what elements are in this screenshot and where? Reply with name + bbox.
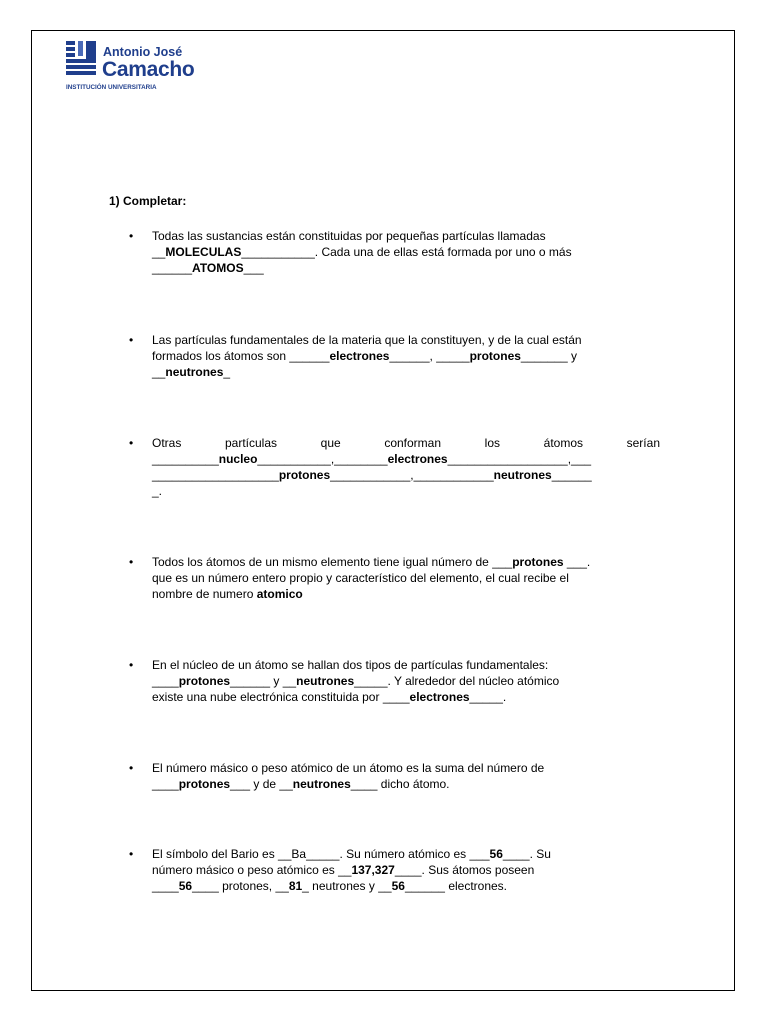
answer-text: neutrones: [292, 777, 351, 791]
question-line: [152, 332, 660, 348]
answer-text: 81: [288, 879, 303, 893]
question-text: __________________,___: [447, 452, 592, 466]
question-q5: [129, 657, 660, 705]
bullet-icon: •: [129, 436, 134, 450]
answer-text: neutrones: [296, 674, 355, 688]
answer-text: protones: [178, 674, 231, 688]
question-q2: [129, 332, 660, 380]
question-line: [152, 776, 660, 792]
bullet-icon: •: [129, 847, 134, 861]
question-text: ___________. Cada una de ellas está formada por uno o más: [241, 245, 572, 259]
question-line: [152, 878, 660, 894]
logo-name-line1: Antonio José: [103, 45, 183, 59]
question-text: ___________________: [152, 468, 279, 482]
answer-text: neutrones: [165, 365, 224, 379]
question-text: ____________,____________: [330, 468, 494, 482]
question-q6: [129, 760, 660, 792]
question-text: ______ y __: [230, 674, 297, 688]
bullet-icon: •: [129, 555, 134, 569]
question-line: [152, 260, 660, 276]
question-text: que es un número entero propio y característico del elemento, el cual recibe el: [152, 571, 569, 585]
bullet-icon: •: [129, 658, 134, 672]
question-text: El símbolo del Bario es __Ba_____. Su número atómico es ___: [152, 847, 490, 861]
question-line: [152, 554, 660, 570]
question-line: [152, 862, 660, 878]
worksheet-page: [31, 30, 735, 991]
question-text: ___.: [563, 555, 591, 569]
answer-text: protones: [512, 555, 564, 569]
question-text: Todas las sustancias están constituidas por pequeñas partículas llamadas: [152, 229, 546, 243]
question-text: _: [223, 365, 231, 379]
question-text: ______: [152, 261, 193, 275]
question-line: [152, 228, 660, 244]
logo-name-line2: Camacho: [102, 58, 195, 81]
question-text: ____ dicho átomo.: [350, 777, 450, 791]
question-line: [152, 348, 660, 364]
question-line: [152, 570, 660, 586]
section-title: 1) Completar:: [109, 194, 187, 208]
answer-text: protones: [178, 777, 231, 791]
answer-text: ATOMOS: [192, 261, 244, 275]
question-text: En el núcleo de un átomo se hallan dos tipos de partículas fundamentales:: [152, 658, 549, 672]
question-text: ______, _____: [389, 349, 470, 363]
question-line: [152, 451, 660, 467]
answer-text: MOLECULAS: [165, 245, 242, 259]
question-text: ____. Sus átomos poseen: [394, 863, 535, 877]
answer-text: electrones: [329, 349, 390, 363]
question-line: [152, 244, 660, 260]
answer-text: 56: [391, 879, 405, 893]
question-text: __: [152, 245, 166, 259]
question-text: Otras partículas que conforman los átomos serían: [152, 436, 660, 450]
bullet-icon: •: [129, 333, 134, 347]
question-text: ______: [551, 468, 592, 482]
question-text: El número másico o peso atómico de un átomo es la suma del número de: [152, 761, 545, 775]
answer-text: 56: [489, 847, 503, 861]
question-line: [152, 673, 660, 689]
question-text: ___ y de __: [230, 777, 293, 791]
question-text: nombre de numero: [152, 587, 257, 601]
question-text: Las partículas fundamentales de la materia que la constituyen, y de la cual están: [152, 333, 582, 347]
answer-text: protones: [278, 468, 331, 482]
question-text: _ neutrones y __: [302, 879, 392, 893]
question-line: [152, 586, 660, 602]
logo-subtitle: INSTITUCIÓN UNIVERSITARIA: [66, 84, 157, 91]
answer-text: 56: [178, 879, 193, 893]
institution-logo: [66, 39, 206, 99]
question-text: formados los átomos son ______: [152, 349, 330, 363]
question-text: ______ electrones.: [404, 879, 508, 893]
answer-text: protones: [469, 349, 521, 363]
answer-text: electrones: [409, 690, 470, 704]
question-text: __________: [152, 452, 219, 466]
question-text: ____. Su: [502, 847, 551, 861]
question-text: _____. Y alrededor del núcleo atómico: [354, 674, 560, 688]
bullet-icon: •: [129, 229, 134, 243]
bullet-icon: •: [129, 761, 134, 775]
answer-text: atomico: [256, 587, 303, 601]
answer-text: 137,327: [351, 863, 395, 877]
question-line: [152, 435, 660, 451]
question-text: _______ y: [520, 349, 577, 363]
question-line: [152, 364, 660, 380]
question-text: ____ protones, __: [192, 879, 289, 893]
question-text: __: [152, 365, 166, 379]
question-text: ___________,________: [257, 452, 388, 466]
answer-text: electrones: [387, 452, 448, 466]
logo-emblem-icon: [66, 41, 96, 75]
answer-text: nucleo: [218, 452, 258, 466]
question-text: número másico o peso atómico es __: [152, 863, 352, 877]
question-line: [152, 657, 660, 673]
question-line: [152, 483, 660, 499]
question-text: _____.: [469, 690, 507, 704]
question-line: [152, 846, 660, 862]
question-text: Todos los átomos de un mismo elemento tiene igual número de ___: [152, 555, 513, 569]
question-q7: [129, 846, 660, 894]
question-text: ____: [152, 674, 179, 688]
question-text: ____: [152, 879, 179, 893]
question-q4: [129, 554, 660, 602]
question-line: [152, 689, 660, 705]
question-text: ____: [152, 777, 179, 791]
question-line: [152, 760, 660, 776]
question-q3: [129, 435, 660, 499]
question-text: ___: [243, 261, 264, 275]
question-q1: [129, 228, 660, 276]
question-text: _.: [152, 484, 163, 498]
question-line: [152, 467, 660, 483]
question-text: existe una nube electrónica constituida por ____: [152, 690, 410, 704]
answer-text: neutrones: [493, 468, 552, 482]
